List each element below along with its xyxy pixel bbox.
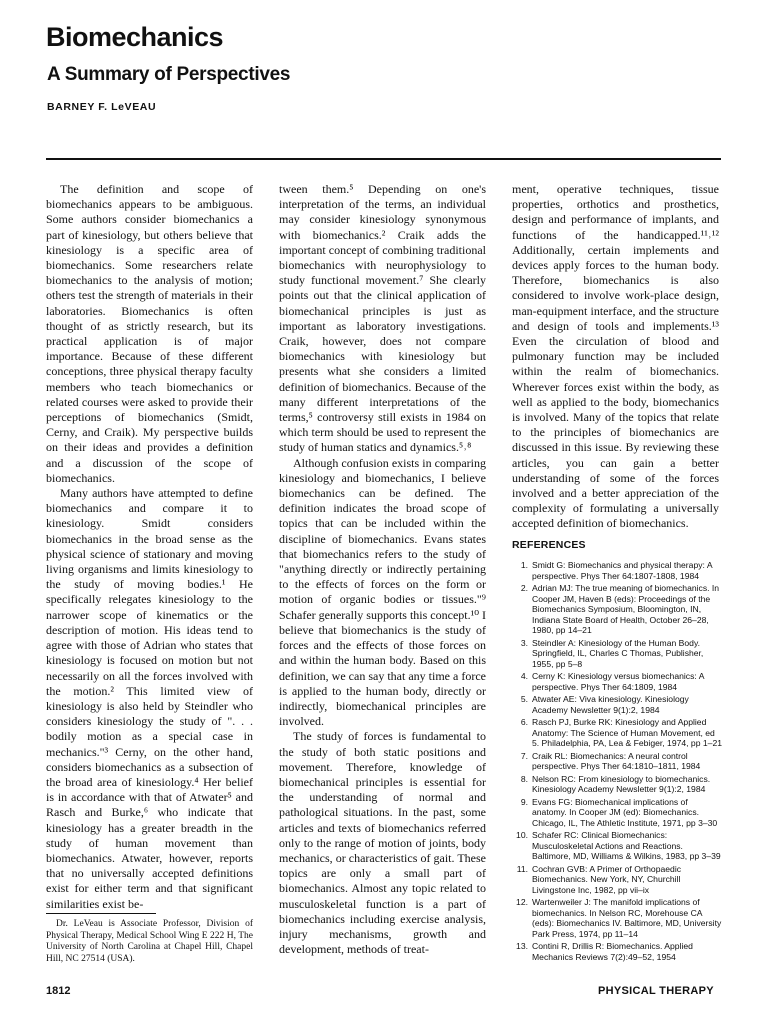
author-footnote (46, 919, 253, 965)
reference-item (512, 941, 722, 962)
reference-text: Cerny K: Kinesiology versus biomechanics: A perspective. Phys Ther 64:1809, 1984 (532, 671, 704, 692)
page-number: 1812 (46, 985, 71, 997)
reference-item (512, 638, 722, 670)
reference-text: Cochran GVB: A Primer of Orthopaedic Biomechanics. New York, NY, Churchill Livingstone Inc, 1982, pp vii–ix (532, 863, 682, 895)
reference-number: 10. (516, 830, 528, 840)
reference-text: Steindler A: Kinesiology of the Human Body. Springfield, IL, Charles C Thomas, Publisher, 1955, pp 5–8 (532, 637, 704, 669)
footnote-text: Dr. LeVeau is Associate Professor, Division of Physical Therapy, Medical School Wing E 222 H, The University of North Carolina at Chapel Hill, Chapel Hill, NC 27514 (USA). (46, 919, 253, 964)
body-paragraph: tween them.⁵ Depending on one's interpretation of the terms, an individual may consider kinesiology synonymous with biomechanics.² Craik adds the important concept of combining traditional biomechanics with neurophysiology to study functional movement.⁷ She clearly points out that the clinical application of biomechanical principles is just as important as laboratory investigations. Craik, however, does not compare biomechanics with kinesiology but presents what she considers a limited definition of biomechanics. Because of the many different interpretations of the terms,⁵ controversy still exists in 1984 on which term should be used to represent the study of human statics and dynamics.⁵˒⁸ (279, 182, 486, 455)
reference-number: 4. (520, 671, 528, 681)
header-rule (46, 158, 721, 160)
reference-item (512, 774, 722, 795)
reference-item (512, 864, 722, 896)
references-heading: REFERENCES (512, 539, 586, 551)
reference-text: Evans FG: Biomechanical implications of anatomy. In Cooper JM (ed): Biomechanics. Chicago, IL, The Athletic Institute, 1971, pp 3–30 (532, 796, 718, 828)
article-title: Biomechanics (46, 22, 224, 52)
body-column-3 (512, 182, 719, 532)
reference-number: 6. (520, 717, 528, 727)
reference-number: 5. (520, 694, 528, 704)
reference-text: Schafer RC: Clinical Biomechanics: Musculoskeletal Actions and Reactions. Baltimore, MD, Williams & Wilkins, 1983, pp 3–39 (532, 830, 721, 861)
reference-item (512, 717, 722, 749)
reference-item (512, 830, 722, 862)
reference-number: 12. (516, 897, 528, 907)
reference-text: Nelson RC: From kinesiology to biomechanics. Kinesiology Academy Newsletter 9(1):2, 1984 (532, 773, 711, 794)
reference-text: Rasch PJ, Burke RK: Kinesiology and Applied Anatomy: The Science of Human Movement, ed 5. Philadelphia, PA, Lea & Febiger, 1974, pp 1–21 (532, 717, 722, 748)
reference-item (512, 694, 722, 715)
reference-number: 13. (516, 941, 528, 951)
body-column-2 (279, 182, 486, 957)
body-paragraph: Although confusion exists in comparing kinesiology and biomechanics, I believe biomechanics can be defined. The definition indicates the broad scope of topics that can be included within the discipline of biomechanics. Evans states that biomechanics refers to the study of "anything directly or indirectly pertaining to the effects of forces on the form or motion of organic bodies or tissues."⁹ Schafer generally supports this concept.¹⁰ I believe that biomechanics is the study of forces and the effects of those forces on and within the human body. Based on this definition, we can say that any time a force is applied to the human body, directly or indirectly, biomechanical principles are involved. (279, 455, 487, 729)
references-list (512, 560, 722, 964)
body-paragraph: The definition and scope of biomechanics appears to be ambiguous. Some authors consider biomechanics a part of kinesiology, but others believe that kinesiology is a specific area of biomechanics. Some researchers relate biomechanics to the analysis of motion; others test the strength of materials in their laboratories. Biomechanics is often thought of as strictly research, but its practical application is of major importance. Because of these different conceptions, three physical therapy faculty members who teach biomechanics or related courses were asked to provide their perceptions of biomechanics (Smidt, Cerny, and Craik). My perspective builds on their ideas and provides a definition and a discussion of the scope of biomechanics. (46, 182, 253, 485)
body-paragraph: Many authors have attempted to define biomechanics and compare it to kinesiology. Smidt considers biomechanics in the broad sense as the physical science of stationary and moving living organisms and limits kinesiology to the study of moving bodies.¹ He specifically relegates kinesiology to the narrower scope of kinematics or the description of motion. His ideas tend to agree with those of Adrian who states that kinesiology is focused on motion but not necessarily on all the forces involved with the motion.² This limited view of kinesiology is also held by Steindler who considers kinesiology the study of ". . . bodily motion as a special case in mechanics."³ Cerny, on the other hand, considers biomechanics as a subsection of the broad area of kinesiology.⁴ Her belief is in accordance with that of Atwater⁵ and Rasch and Burke,⁶ who indicate that kinesiology has a greater breadth in the study of human movement than biomechanics. Atwater, however, reports that no universally accepted definitions exist for either term and that significant similarities exist be- (46, 486, 253, 911)
article-subtitle: A Summary of Perspectives (47, 64, 291, 85)
reference-item (512, 897, 722, 939)
reference-text: Adrian MJ: The true meaning of biomechanics. In Cooper JM, Haven B (eds): Proceedings of the Biomechanics Symposium, Bloomington, IN, Indiana State Board of Health, October 26–28, 1980, pp 14–21 (532, 583, 720, 635)
reference-text: Smidt G: Biomechanics and physical therapy: A perspective. Phys Ther 64:1807-1808, 1984 (532, 560, 713, 581)
body-paragraph: ment, operative techniques, tissue properties, orthotics and prosthetics, design and performance of implants, and functions of the handicapped.¹¹˒¹² Additionally, certain implements and devices apply forces to the human body. Therefore, biomechanics is also considered to involve work-place design, man-equipment interface, and the structure and design of tools and implements.¹³ Even the circulation of blood and pulmonary function may be included within the realm of biomechanics. Wherever forces exist within the body, as well as applied to the body, biomechanics is involved. Many of the topics that relate to the principles of biomechanics are discussed in this issue. By reviewing these articles, you can gain a better understanding of some of the forces involved and a better appreciation of the complexity of formulating a universally accepted definition of biomechanics. (512, 182, 719, 531)
footnote-rule (46, 913, 156, 914)
author-byline: BARNEY F. LeVEAU (47, 101, 157, 113)
reference-text: Craik RL: Biomechanics: A neural control perspective. Phys Ther 64:1810–1811, 1984 (532, 750, 701, 771)
body-paragraph: The study of forces is fundamental to the study of both static positions and movement. Therefore, knowledge of biomechanical principles is essential for the understanding of normal and pathological situations. In the past, some articles and texts of biomechanics referred only to the range of motion of joints, body mechanics, or characteristics of gait. These topics are only a small part of biomechanics. Almost any topic related to musculoskeletal function is a part of biomechanics including exercise analysis, injury mechanisms, growth and development, methods of treat- (279, 729, 486, 957)
journal-name: PHYSICAL THERAPY (598, 985, 714, 997)
reference-number: 9. (520, 796, 528, 807)
reference-number: 11. (516, 863, 528, 874)
reference-item (512, 560, 722, 581)
reference-item (512, 583, 722, 636)
reference-number: 7. (520, 750, 528, 761)
reference-text: Atwater AE: Viva kinesiology. Kinesiology Academy Newsletter 9(1):2, 1984 (532, 694, 689, 715)
reference-number: 2. (520, 583, 528, 593)
reference-number: 8. (520, 773, 528, 784)
reference-item (512, 797, 722, 829)
reference-item (512, 751, 722, 772)
reference-number: 1. (520, 560, 528, 570)
body-column-1 (46, 182, 253, 912)
reference-text: Contini R, Drillis R: Biomechanics. Applied Mechanics Reviews 7(2):49–52, 1954 (532, 941, 693, 962)
reference-number: 3. (520, 637, 528, 648)
reference-text: Wartenweiler J: The manifold implications of biomechanics. In Nelson RC, Morehouse CA (eds): Biomechanics IV. Baltimore, MD, University Park Press, 1974, pp 11–14 (532, 897, 722, 939)
reference-item (512, 671, 722, 692)
